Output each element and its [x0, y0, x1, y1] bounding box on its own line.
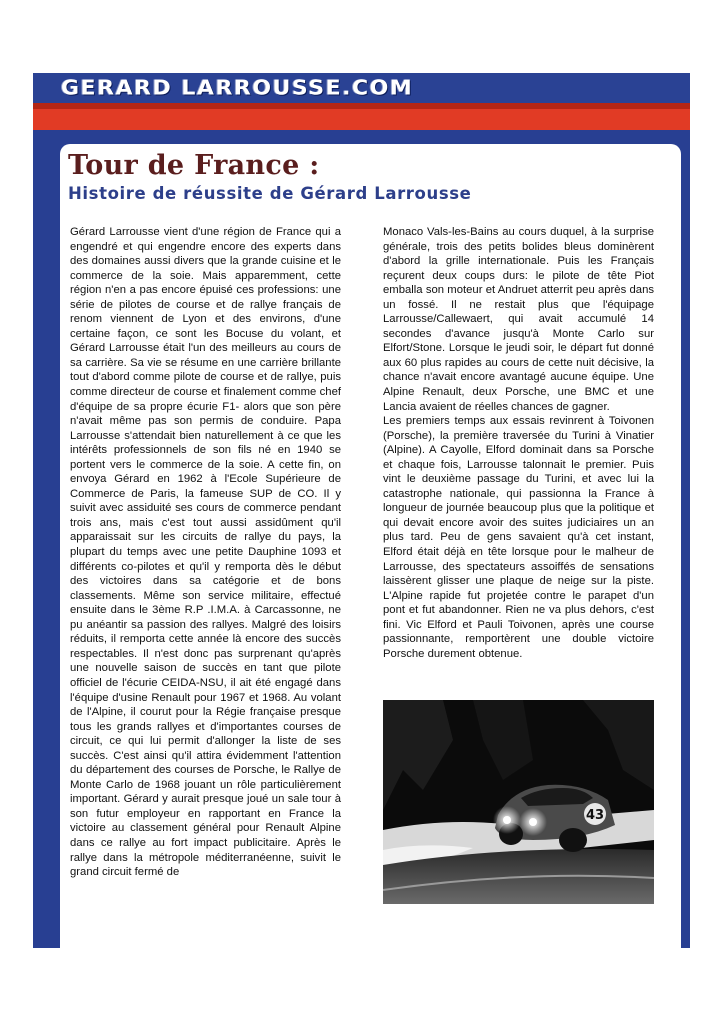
right-paragraph-2: Les premiers temps aux essais revinrent à Toivonen (Porsche), la première traversée du Turini à Vinatier (Alpine). A Cayolle, Elford dominait dans sa Porsche et chaque fois, Larrousse talonnait le premier. Puis vint le deuxième passage du Turini, et avec lui la catastrophe nationale, qui passionna la France à longueur de journée beaucoup plus que la politique et qui devait encore avoir des suites judiciaires un an plus tard. Peu de gens savaient qu'à cet instant, Elford était déjà en tête lorsque pour le malheur de Larrousse, des spectateurs assoiffés de sensations laissèrent glisser une plaque de neige sur la piste. L'Alpine rapide fut projetée contre le parapet d'un pont et fut abandonner. Rien ne va plus dehors, c'est fini. Vic Elford et Pauli Toivonen, après une course passionnante, remportèrent une double victoire Porsche durement obtenue. — [383, 415, 654, 660]
banner-tab — [578, 73, 690, 103]
site-logo-text: GERARD LARROUSSE.COM — [61, 76, 414, 100]
site-banner — [33, 73, 690, 103]
car-number: 43 — [585, 808, 605, 823]
right-paragraph-1: Monaco Vals-les-Bains au cours duquel, à la surprise générale, trois des petits bolides bleus dominèrent d'abord la grille internationale. Puis les Français reçurent deux coups durs: le pilote de tête Piot emballa son moteur et Andruet atterrit peu après dans un fossé. Il ne restait plus que l'équipage Larrousse/Callewaert, qui avait accumulé 14 secondes d'avance jusqu'à Monte Carlo sur Elfort/Stone. Lorsque le jeudi soir, le départ fut donné aux 60 plus rapides au cours de cette nuit décisive, la chance n'avait encore avantagé aucune équipe. Une Alpine Renault, deux Porsche, une BMC et une Lancia avaient de réelles chances de gagner. — [383, 226, 654, 413]
article-subtitle: Histoire de réussite de Gérard Larrousse — [68, 184, 472, 203]
red-stripe-shadow — [33, 103, 690, 109]
left-column-text: Gérard Larrousse vient d'une région de France qui a engendré et qui engendre encore des experts dans des domaines aussi divers que la grande cuisine et le commerce de la soie. Mais apparemment, cette région n'en a pas encore épuisé ces professions: une série de pilotes de course et de rallye français de renom viennent de Lyon et des environs, d'une certaine façon, ce sont les Bocuse du volant, et Gérard Larrousse était l'un des meilleurs au cours de sa carrière. Sa vie se résume en une carrière brillante tout d'abord comme pilote de course et de rallye, puis comme directeur de course et finalement comme chef d'équipe de sa propre écurie F1- alors que son père n'avait même pas son permis de conduire. Papa Larrousse s'attendait bien naturellement à ce que les intérêts professionnels de son fils né en 1940 se portent vers le commerce de la soie. A cette fin, on envoya Gérard en 1962 à l'Ecole Supérieure de Commerce de Paris, la fameuse SUP de CO. Il y suivit avec assiduité ses cours de commerce pendant trois ans, mais c'est tout aussi assidûment qu'il apparaissait sur les circuits de rallye du pays, la plupart du temps avec une petite Dauphine 1093 et différents co-pilotes et qu'il y remporta dès le début des victoires dans sa catégorie et de bons classements. Même son service militaire, effectué ensuite dans le 3ème R.P .I.M.A. à Carcassonne, ne pu anéantir sa passion des rallyes. Malgré des loisirs réduits, il remporta cette année là encore des succès respectables. Il n'est donc pas surprenant qu'après une nouvelle saison de succès en tant que pilote officiel de l'écurie CEIDA-NSU, il ait été engagé dans l'équipe d'usine Renault pour 1967 et 1968. Au volant de l'Alpine, il courut pour la Régie française presque tous les grands rallyes et d'importantes courses de circuit, ce qui lui permit d'allonger la liste de ses succès. C'est ainsi qu'il attira évidemment l'attention du département des courses de Porsche, le Rallye de Monte Carlo de 1968 jouant un rôle particulièrement important. Gérard y aurait presque joué un sale tour à son futur employeur en rapportant en France la victoire au classement général pour Renault Alpine dans ce rallye au fort impact publicitaire. Après le rallye dans la métropole méditerranéenne, suivit le grand circuit fermé de — [70, 226, 341, 879]
rally-photo — [383, 700, 654, 904]
article-column-right — [383, 225, 654, 661]
article-title: Tour de France : — [68, 150, 320, 181]
article-column-left — [70, 225, 341, 880]
